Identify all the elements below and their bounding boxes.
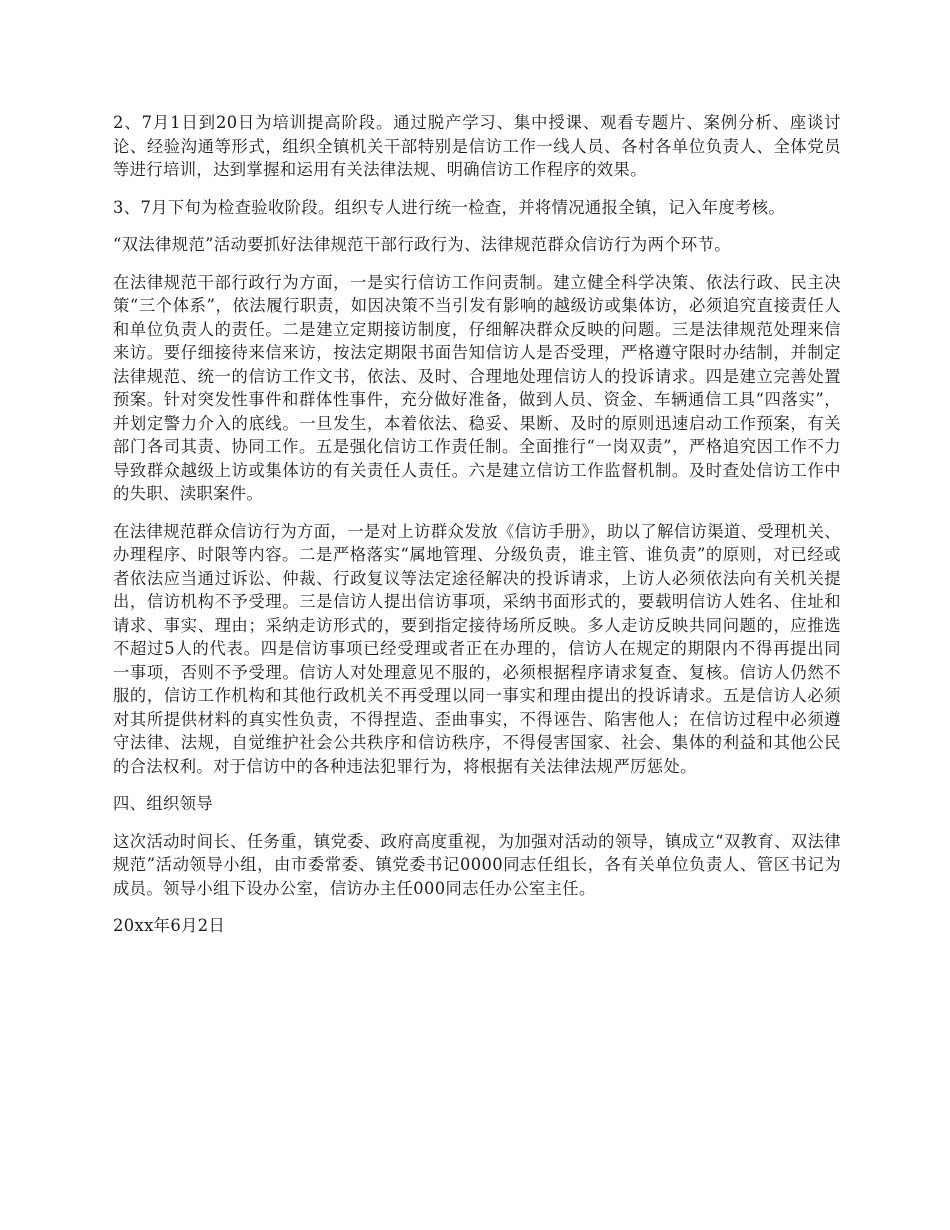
- paragraph-training-stage: 2、7月1日到20日为培训提高阶段。通过脱产学习、集中授课、观看专题片、案例分析、座谈讨论、经验沟通等形式，组织全镇机关干部特别是信访工作一线人员、各村各单位负责人、全体党员等进行培训，达到掌握和运用有关法律法规、明确信访工作程序的效果。: [113, 113, 841, 179]
- paragraph-cadre-conduct: 在法律规范干部行政行为方面，一是实行信访工作问责制。建立健全科学决策、依法行政、民主决策“三个体系”，依法履行职责，如因决策不当引发有影响的越级访或集体访，必须追究直接责任人和单位负责人的责任。二是建立定期接访制度，仔细解决群众反映的问题。三是法律规范处理来信来访。要仔细接待来信来访，按法定期限书面告知信访人是否受理，严格遵守限时办结制，并制定法律规范、统一的信访工作文书，依法、及时、合理地处理信访人的投诉请求。四是建立完善处置预案。针对突发性事件和群体性事件，充分做好准备，做到人员、资金、车辆通信工具“四落实”，并划定警力介入的底线。一旦发生，本着依法、稳妥、果断、及时的原则迅速启动工作预案，有关部门各司其责、协同工作。五是强化信访工作责任制。全面推行“一岗双责”，严格追究因工作不力导致群众越级上访或集体访的有关责任人责任。六是建立信访工作监督机制。及时查处信访工作中的失职、渎职案件。: [113, 272, 841, 503]
- document-date: 20xx年6月2日: [113, 916, 226, 935]
- document-body: [113, 111, 841, 952]
- paragraph-leadership: 这次活动时间长、任务重，镇党委、政府高度重视，为加强对活动的领导，镇成立“双教育、双法律规范”活动领导小组，由市委常委、镇党委书记0000同志任组长，各有关单位负责人、管区书记为成员。领导小组下设办公室，信访办主任000同志任办公室主任。: [113, 831, 841, 898]
- paragraph-two-links: “双法律规范”活动要抓好法律规范干部行政行为、法律规范群众信访行为两个环节。: [113, 235, 731, 254]
- paragraph-inspection-stage: 3、7月下旬为检查验收阶段。组织专人进行统一检查，并将情况通报全镇，记入年度考核。: [113, 197, 786, 217]
- paragraph-petition-conduct: 在法律规范群众信访行为方面，一是对上访群众发放《信访手册》，助以了解信访渠道、受理机关、办理程序、时限等内容。二是严格落实“属地管理、分级负责，谁主管、谁负责”的原则，对已经或者依法应当通过诉讼、仲裁、行政复议等法定途径解决的投诉请求，上访人必须依法向有关机关提出，信访机构不予受理。三是信访人提出信访事项，采纳书面形式的，要载明信访人姓名、住址和请求、事实、理由；采纳走访形式的，要到指定接待场所反映。多人走访反映共同问题的，应推选不超过5人的代表。四是信访事项已经受理或者正在办理的，信访人在规定的期限内不得再提出同一事项，否则不予受理。信访人对处理意见不服的，必须根据程序请求复查、复核。信访人仍然不服的，信访工作机构和其他行政机关不再受理以同一事实和理由提出的投诉请求。五是信访人必须对其所提供材料的真实性负责，不得捏造、歪曲事实，不得诬告、陷害他人；在信访过程中必须遵守法律、法规，自觉维护社会公共秩序和信访秩序，不得侵害国家、社会、集体的利益和其他公民的合法权利。对于信访中的各种违法犯罪行为，将根据有关法律法规严厉惩处。: [113, 521, 841, 776]
- section-heading-organization: 四、组织领导: [113, 794, 214, 813]
